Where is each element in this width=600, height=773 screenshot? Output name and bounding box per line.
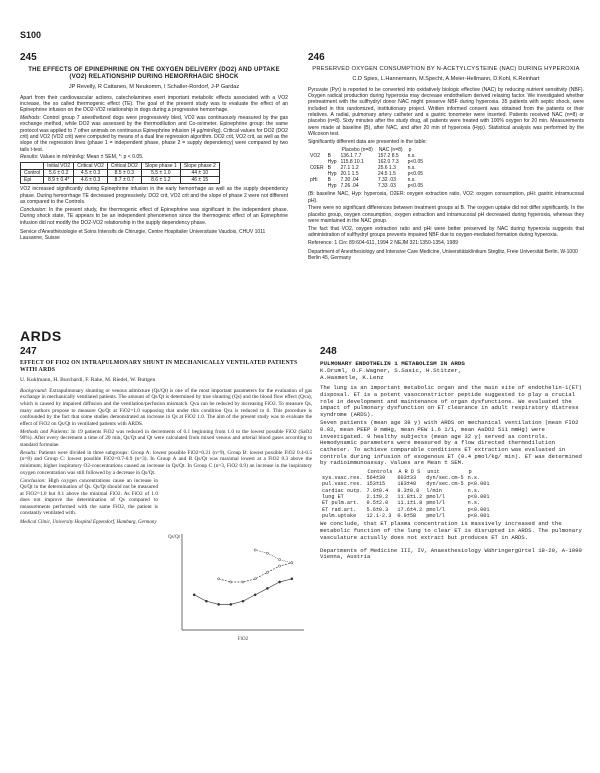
table-row <box>21 170 220 177</box>
table-cell: 46 ± 15 <box>180 177 219 184</box>
table-header <box>21 163 44 170</box>
table-cell: VO2 <box>310 152 321 159</box>
table-header: Critical VO2 <box>74 163 108 170</box>
conclusion-label: Conclusion <box>20 206 46 213</box>
results-table <box>308 147 425 190</box>
data-point <box>218 603 220 605</box>
table-cell: 564±39 <box>366 475 386 482</box>
table-cell: 7.33 .03 <box>377 183 396 190</box>
abstract-title: THE EFFECTS OF EPINEPHRINE ON THE OXYGEN DELIVERY (DO2) AND UPTAKE (VO2) RELATIONSHIP DURING HEMORRHAGIC SHOCK <box>28 66 280 81</box>
abstract-body <box>308 87 584 246</box>
table-cell: 8.5 ± 0.3 <box>107 170 141 177</box>
data-point <box>279 559 281 561</box>
table-cell: B <box>327 177 331 184</box>
table-cell: Hyp <box>327 170 337 177</box>
abstract-number: 248 <box>320 346 337 357</box>
table-cell: p<0.05 <box>407 170 424 177</box>
table-header-row <box>21 163 220 170</box>
data-point <box>230 581 232 583</box>
data-point <box>230 603 232 605</box>
data-point <box>242 581 244 583</box>
background-label: Background: <box>20 387 48 394</box>
table-cell: 27.1 1.2 <box>340 164 359 171</box>
data-point <box>291 578 293 580</box>
table-cell: cardiac outp. <box>322 487 363 494</box>
table-cell: B <box>327 152 331 159</box>
table-cell: dyn/sec.cm-5 <box>426 481 464 488</box>
methods-paragraph <box>20 429 312 449</box>
table-header: Slope phase 1 <box>141 163 180 170</box>
table-cell: 157.2 8.5 <box>377 152 399 159</box>
table-header: Initial VO2 <box>44 163 74 170</box>
table-cell: pulm.uptake <box>322 513 357 520</box>
abstract-affiliation: Service d'Anesthésiologie et Soins Intensifs de Chirurgie, Centre Hospitalier Universitaire Vaudois, CHUV 1011 Lausanne, Suisse <box>20 228 266 242</box>
chart-background <box>166 526 311 644</box>
table-cell: sys.vasc.res. <box>322 475 363 482</box>
abstract-245 <box>20 52 288 308</box>
table-cell: 183±48 <box>397 481 417 488</box>
data-point <box>266 571 268 573</box>
table-cell: 153±15 <box>366 481 386 488</box>
data-point <box>218 578 220 580</box>
table-cell: pmol/l <box>426 494 445 501</box>
abstract-number: 247 <box>20 346 37 357</box>
table-cell: 8.9 ± 0.4* <box>44 177 74 184</box>
table-cell: dyn/sec.cm-5 <box>426 475 464 482</box>
table-header: A R D S <box>398 468 421 475</box>
data-point <box>193 594 195 596</box>
table-header: Critical DO2 <box>107 163 141 170</box>
table-cell: p<0.001 <box>467 506 490 513</box>
table-cell: 7.0±0.4 <box>366 487 389 494</box>
abstract-248 <box>320 346 584 761</box>
methods-text: Control group 7 anesthetized dogs were progressively bled, VO2 was continuously measured by the gas exchange method, while DO2 was assessed by the thermodilution and Co-oximeter. Epinephrine group: the same protocol was applied to 7 other animals on continuous Epinephrine infusion (4 µg/min/kg). Critical values for DO2 (DO2 crit) and VO2 (VO2 crit) were computed by means of a dual line regression algorithm. DO2 crit, VO2 crit, as well as the slope of the regression lines (phase 1 = independent phase, phase 2 = supply dependency) were compared by two tails t-test. <box>20 114 288 153</box>
table-cell: B <box>327 164 331 171</box>
table-cell: p<0.001 <box>467 494 490 501</box>
table-cell: 8.6 ± 1.2 <box>141 177 180 184</box>
section-heading: ARDS <box>20 328 62 344</box>
table-row <box>21 177 220 184</box>
table-cell: 2.1±0.2 <box>366 494 389 501</box>
intro-paragraph: Pyruvate (Pyr) is reported to be converted into oxidatively biologic effective (NAC) by reducing nutrient sensitivity (NBF). Oxygen radical production during hyperoxia may decrease endothelium derived relaxing factor. We investigated whether pretreatment with the sulfhydryl donor NAC might preserve NBF during hyperoxia. 35 patients with septic shock, were included in this randomized, institutionary project. Written informed consent was obtained from the patients or their relatives. A radial, pulmonary artery catheter and a gastric tonometer were inserted. Patients received NAC (n=8) or placebo (n=8). Sixty minutes after the study drug, all patients were treated with 100% oxygen for 20 min. Measurements were made at baseline (B), after NAC, and after 20 min of hyperoxia (Hyp). Statistical analysis was performed by the Wilcoxon test. <box>308 86 584 137</box>
table-cell: 44 ± 10 <box>180 170 219 177</box>
page-number: S100 <box>20 30 42 40</box>
table-cell: 8.7 ± 0.7 <box>107 177 141 184</box>
results-text: Patients were divided in three subgroups: Group A: lowest possible FiO2=0.21 (n=9), Group B: lowest possible FiO2 0.4-0.5 (n=8) and Group C: lowest possible FiO2=0.7-0.9 (n=3). In Group A and B Qs/Qt was maximal lowest at a FiO2 0.3 above the minimum; higher inspiratory O2-concentrations caused an increase in Qs/Qt. In Group C (n=3, FiO2 0.9) an increase in the inspiratory oxygen concentration was still followed by a decrease in Qs/Qt. <box>20 449 312 476</box>
conclusion-paragraph: Conclusion: In the present study, the thermogenic effect of Epinephrine was significant in the independent phase. During shock state, TE appears to be an independent phenomenon since the thermogenic effect of an Epinephrine infusion did not modify the DO2-VO2 relationship in the supply dependency phase. <box>20 206 288 226</box>
table-cell: n.s. <box>467 500 481 507</box>
table-cell: p<0.001 <box>467 481 490 488</box>
data-point <box>291 562 293 564</box>
table-cell: 8.3±0.8 <box>397 487 420 494</box>
table-header: p <box>408 146 412 153</box>
y-axis-label: Qs/Qt <box>168 535 180 540</box>
results-table <box>320 469 491 520</box>
table-cell: 11.8±1.2 <box>397 494 423 501</box>
table-header: p <box>468 468 472 475</box>
data-point <box>254 594 256 596</box>
abstract-title: EFFECT OF FIO2 ON INTRAPULMONARY SHUNT IN MECHANICALLY VENTILATED PATIENTS WITH ARDS <box>20 360 298 374</box>
data-point <box>279 565 281 567</box>
table-cell: ET pulm.art. <box>322 500 360 507</box>
abstract-affiliation: Medical Clinic, University Hospital Eppendorf, Hamburg, Germany <box>20 520 157 526</box>
abstract-title: PULMONARY ENDOTHELIN 1 METABOLISM IN ARDS <box>320 360 465 367</box>
results-label: Results <box>20 154 37 161</box>
data-point <box>254 549 256 551</box>
intro-paragraph: Apart from their cardiovascular actions, catecholamines exert important metabolic effects associated with a VO2 increase, the so called thermogenic effect (TE). The goal of the present study was to evaluate the effect of an Epinephrine infusion on the DO2-VO2 relationship in dogs during a progressive hemorrhage. <box>20 94 288 114</box>
abstract-body <box>20 95 288 226</box>
table-cell: 20.1 1.5 <box>340 170 359 177</box>
results-text: There were no significant differences between treatment groups at B. The oxygen uptake did not differ significantly. In the placebo group, oxygen consumption, oxygen extraction and intramucosal pH decreased during hyperoxia, whereas they were maintained in the NAC group. <box>308 205 584 224</box>
table-cell: pul.vasc.res. <box>322 481 363 488</box>
methods-paragraph: Seven patients (mean age 38 y) with ARDS on mechanical ventilation (mean FIO2 0.92, mean PEEP 9 mmHg, mean PEW 1.6 1/1, mean AaDO2 511 mmHg) were investigated. 9 healthy subjects (mean age 32 y) served as controls. Hemodynamic parameters were measured by a flow directed thermodilution catheter. To achieve comparable conditions ET extraction was evaluated in controls during infusion of exogenous ET (0.4 pmol/kg/ min). ET was determined by radioimmunoassay. Values are Mean ± SEM. <box>320 419 582 467</box>
table-cell: 4.6 ± 0.3 <box>74 177 108 184</box>
data-point <box>279 581 281 583</box>
table-cell: 9.5±2.0 <box>366 500 389 507</box>
table-cell: p<0.001 <box>467 513 490 520</box>
data-point <box>205 600 207 602</box>
table-cell: 7.32 .03 <box>377 177 396 184</box>
table-cell: pHi <box>310 177 318 184</box>
table-cell: pmol/l <box>426 513 445 520</box>
x-axis-label: FiO2 <box>237 637 249 642</box>
table-header: Placebo (n=8) <box>341 146 373 153</box>
table-cell: 25.6 1.3 <box>377 164 396 171</box>
methods-paragraph: Methods: Control group 7 anesthetized dogs were progressively bled, VO2 was continuously measured by the gas exchange method, while DO2 was assessed by the thermodilution and Co-oximeter. Epinephrine group: the same protocol was applied to 7 other animals on continuous Epinephrine infusion (4 µg/min/kg). Critical values for DO2 (DO2 crit) and VO2 (VO2 crit) were computed by means of a dual line regression algorithm. DO2 crit, VO2 crit, as well as the slope of the regression lines (phase 1 = independent phase, phase 2 = supply dependency) were compared by two tails t-test. <box>20 114 288 153</box>
methods-label: Methods and Patients: <box>20 428 70 435</box>
abstract-authors-line-2: A.Hasmetle, K.Lenz <box>320 374 384 382</box>
table-cell: n.s. <box>467 487 481 494</box>
results-table <box>20 162 220 184</box>
table-cell: 5.6±0.3 <box>366 506 389 513</box>
reference-line: Reference: 1 Circ 89:604-611, 1994 2 NEJM 321:1350-1354, 1989 <box>308 239 458 246</box>
table-header: unit <box>427 468 440 475</box>
abstract-number: 245 <box>20 52 37 63</box>
shunt-fio2-chart <box>166 526 311 644</box>
table-cell: 0.9±58 <box>397 513 417 520</box>
abstract-authors: JP Revelly, R Cattaneo, M Neukomm, I Schaller-Rordorf, J-P Gardaz <box>68 83 240 90</box>
table-row <box>308 183 425 189</box>
table-footnote: (B: baseline NAC, Hyp: hyperoxia, O2ER: oxygen extraction ratio, VO2: oxygen consumption, pHi: gastric intramucosal pH). <box>308 191 584 204</box>
results-lead: Values in ml/min/kg: Mean ± SEM, *: p < 0.05. <box>39 154 144 161</box>
table-cell: p<0.05 <box>407 183 424 190</box>
table-cell: 17.6±4.2 <box>397 506 423 513</box>
abstract-number: 246 <box>308 52 325 63</box>
table-cell: Epi <box>21 177 44 184</box>
abstract-authors: C.D Spies, L.Hannemann, M.Specht, A.Meier-Hellmann, D.Kohl, K.Reinhart <box>352 76 540 83</box>
table-cell: 11.1±1.8 <box>397 500 423 507</box>
results-label: Results: <box>20 449 38 456</box>
abstract-affiliation: Department of Anesthesiology and Intensive Care Medicine, Universitätsklinikum Steglitz, Freie Universität Berlin, W-1000 Berlin 45, Germany <box>308 249 578 262</box>
results-paragraph: Results: Values in ml/min/kg: Mean ± SEM, *: p < 0.05. <box>20 154 144 161</box>
conclusion-text: We conclude, that ET plasma concentration is massively increased and the metabolic function of the lung to clear ET is disrupted in ARDS. The pulmonary vasculature actually does not extract but produces ET in ARDS. <box>320 520 582 541</box>
abstract-246 <box>308 52 584 308</box>
abstract-body <box>320 385 584 541</box>
data-point <box>242 600 244 602</box>
table-cell: Hyp <box>327 183 337 190</box>
table-cell: 136.1 7.7 <box>340 152 362 159</box>
table-cell: 12.1-2.3 <box>366 513 392 520</box>
data-point <box>266 552 268 554</box>
conclusion-text: In the present study, the thermogenic effect of Epinephrine was significant in the independent phase. During shock state, TE appears to be an independent phenomenon since the thermogenic effect of an Epinephrine infusion did not modify the DO2-VO2 relationship in the supply dependency phase. <box>20 206 288 226</box>
intro-paragraph: The lung is an important metabolic organ and the main site of endothelin-1(ET) disposal. ET is a potent vasoconstrictor peptide suggested to play a crucial role in development and maintenance of organ dysfunctions. We evaluated the impact of pulmonary dysfunction on ET clearance in adult respiratory distress syndrome (ARDS). <box>320 384 582 419</box>
table-cell: 24.5 1.5 <box>377 170 396 177</box>
table-header: Controls <box>367 468 393 475</box>
conclusion-label: Conclusion: <box>20 477 46 484</box>
conclusion-paragraph <box>20 478 158 517</box>
abstract-body <box>20 388 312 517</box>
methods-label: Methods <box>20 114 40 121</box>
table-cell: 7.30 .04 <box>340 177 359 184</box>
table-cell: ET rad.art. <box>322 506 357 513</box>
table-cell: 7.26 .04 <box>340 183 359 190</box>
table-cell: Control <box>21 170 44 177</box>
abstract-title: PRESERVED OXYGEN CONSUMPTION BY N-ACETYLCYSTEINE (NAC) DURING HYPEROXIA <box>312 66 580 72</box>
table-header: NAC (n=8) <box>378 146 403 153</box>
data-point <box>254 578 256 580</box>
abstract-authors-line-1: K.Druml, O.F.Wagner, S.Sasic, H.Stitzer, <box>320 367 462 375</box>
table-cell: n.s. <box>407 164 416 171</box>
table-cell: Hyp <box>327 158 337 165</box>
background-paragraph <box>20 388 312 427</box>
methods-text: In 19 patients FiO2 was reduced in decrements of 0.1 beginning from 1.0 to the lowest possible FiO2 (SaO2 90%). After every decrement a time of 20 min, Qs/Qt and Qt were calculated from mixed venous and arterial blood gases according to standard formulae. <box>20 428 312 448</box>
conclusion-text: High oxygen concentrations cause an increase in Qs/Qt in the determination of Qs. Qs/Qt should not be measured at FiO2=1.0 but 0.1 above the minimal FiO2. As FiO2 of 1.0 does not improve the determination of Qs compared to measurements performed with the same FiO2, the patient is constantly ventilated with. <box>20 477 158 517</box>
conclusion-text: The fact that VO2, oxygen extraction ratio and pHi were better preserved by NAC during hyperoxia suggests that administration of sulfhydryl groups prevents impaired NBF due to oxygen-mediated formation during hyperoxia. <box>308 225 584 239</box>
data-point <box>266 587 268 589</box>
background-text: Extrapulmonary shunting or venous admixture (Qs/Qt) is one of the most important parameters for the evaluation of gas exchange in mechanically ventilated patients. The amount of Qs/Qt is determined by true shunting (Qs) and the blood flow effect (Qva), which is caused by impaired diffusion and the ventilation/perfusion mismatch. Qva can be reduced by increasing FiO2. To measure Qs, many authors propose to measure Qs/Qt at FiO2=1.0 supposing that under this condition Qva is reduced to 0. This procedure is confounded by the fact that some studies demonstrated an increase in Qs at FiO2 1.0. The aim of the present study was to evaluate the effect of FiO2 on Qs/Qt in ventilated patients with ARDS. <box>20 387 312 427</box>
table-cell <box>308 183 326 189</box>
table-caption: Significantly different data are presented in the table: <box>308 138 427 145</box>
results-text: VO2 increased significantly during Epinephrine infusion in the early hemorrhage as well as the supply dependency phase. During hemorrhage TE decreased progressively. DO2 crit, VO2 crit and the slope of phase 2 were not different as compared to the Controls. <box>20 186 288 206</box>
table-cell: 162.0 7.3 <box>377 158 399 165</box>
table-cell: p<0.05 <box>407 158 424 165</box>
table-cell: O2ER <box>310 164 324 171</box>
table-header: Slope phase 2 <box>180 163 219 170</box>
table-cell: l/min <box>426 487 442 494</box>
table-cell: 603±33 <box>397 475 417 482</box>
abstract-authors: U. Kuhlmann, H. Burchardi, F. Rahe, M. Riedel, W. Buttgen <box>20 377 156 384</box>
table-cell: 5.5 ± 1.0 <box>141 170 180 177</box>
table-cell: n.s. <box>407 177 416 184</box>
table-cell: 115.8 10.1 <box>340 158 364 165</box>
table-cell: lung ET <box>322 494 344 501</box>
table-row <box>320 513 491 519</box>
table-cell: pmol/l <box>426 500 445 507</box>
table-cell: 4.5 ± 0.3 <box>74 170 108 177</box>
table-cell: n.s. <box>407 152 416 159</box>
table-cell: pmol/l <box>426 506 445 513</box>
table-cell: 5.6 ± 0.2 <box>44 170 74 177</box>
abstract-affiliation: Departments of Medicine III, IV, Anaesthesiology Währingergürtel 18-20, A-1090 Vienna, Austria <box>320 546 582 561</box>
results-paragraph <box>20 450 312 476</box>
table-cell: n.s. <box>467 475 481 482</box>
